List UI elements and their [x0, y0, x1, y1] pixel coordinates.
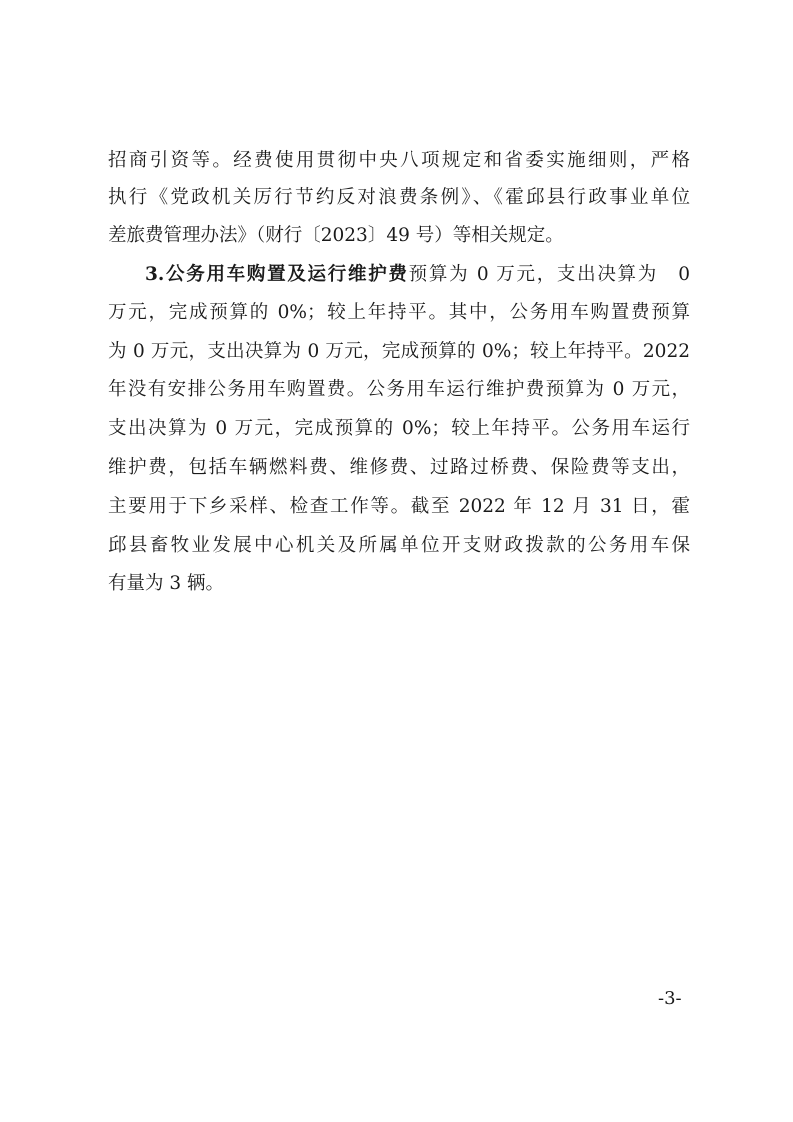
- body-text-line: 为 0 万元，支出决算为 0 万元，完成预算的 0%；较上年持平。2022: [108, 341, 690, 362]
- section-heading-line: [145, 262, 690, 288]
- section-heading: 3.公务用车购置及运行维护费: [145, 264, 409, 285]
- body-text-line: 主要用于下乡采样、检查工作等。截至 2022 年 12 月 31 日，霍: [108, 496, 690, 517]
- body-text-line: 差旅费管理办法》（财行〔2023〕49 号）等相关规定。: [108, 225, 564, 246]
- body-text: 预算为 0 万元，支出决算为 0: [408, 264, 690, 285]
- body-text-line: 年没有安排公务用车购置费。公务用车运行维护费预算为 0 万元，: [108, 379, 690, 400]
- body-text-line: 维护费，包括车辆燃料费、维修费、过路过桥费、保险费等支出，: [108, 457, 690, 478]
- page-number: -3-: [658, 988, 682, 1009]
- body-text-line: 支出决算为 0 万元，完成预算的 0%；较上年持平。公务用车运行: [108, 418, 690, 439]
- body-text-line: 邱县畜牧业发展中心机关及所属单位开支财政拨款的公务用车保: [108, 535, 690, 556]
- body-text-line: 万元，完成预算的 0%；较上年持平。其中，公务用车购置费预算: [108, 302, 690, 323]
- body-text-line: 有量为 3 辆。: [108, 573, 225, 594]
- body-text-line: 招商引资等。经费使用贯彻中央八项规定和省委实施细则，严格: [108, 150, 690, 171]
- body-text-line: 执行《党政机关厉行节约反对浪费条例》、《霍邱县行政事业单位: [108, 187, 690, 208]
